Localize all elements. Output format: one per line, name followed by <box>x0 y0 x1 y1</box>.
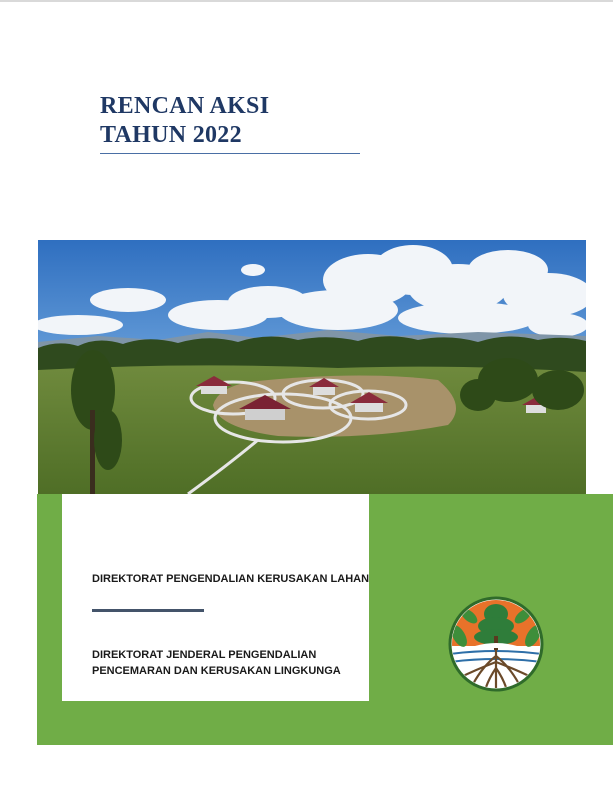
page-top-edge <box>0 0 613 2</box>
directorate-general-name <box>92 647 341 679</box>
document-title <box>100 92 269 150</box>
directorate-general-line-1: DIREKTORAT JENDERAL PENGENDALIAN <box>92 649 317 661</box>
title-underline <box>100 153 360 154</box>
ministry-emblem-icon <box>445 596 547 692</box>
directorate-general-line-2: PENCEMARAN DAN KERUSAKAN LINGKUNGA <box>92 665 341 677</box>
directorate-name: DIREKTORAT PENGENDALIAN KERUSAKAN LAHAN <box>92 573 370 585</box>
title-line-2: TAHUN 2022 <box>100 122 242 148</box>
cover-photo <box>38 240 586 494</box>
title-line-1: RENCAN AKSI <box>100 93 270 119</box>
organization-divider <box>92 609 204 612</box>
